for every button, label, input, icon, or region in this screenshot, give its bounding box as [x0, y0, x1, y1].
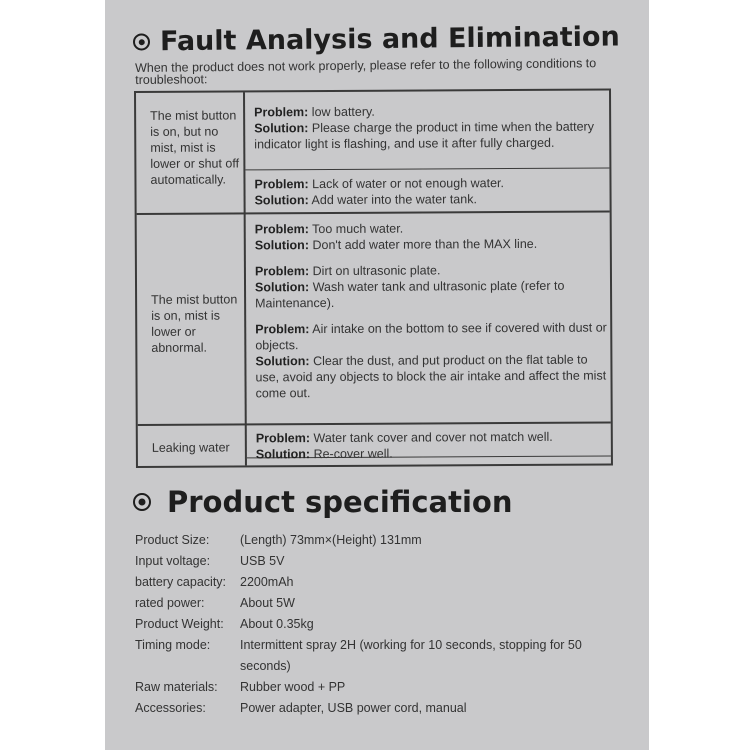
problem-label: Problem: [255, 431, 311, 446]
spec-row [135, 530, 635, 551]
problem-text: Lack of water or not enough water. [312, 176, 504, 192]
solution-label: Solution: [254, 121, 309, 136]
spec-label: Product Size: [135, 533, 210, 547]
fault-title: Fault Analysis and Elimination [159, 21, 620, 58]
spec-value: (Length) 73mm×(Height) 131mm [240, 533, 422, 547]
bullet-icon [133, 33, 150, 50]
spec-row [135, 572, 635, 593]
solution-label: Solution: [254, 238, 310, 253]
spec-row [135, 551, 635, 572]
problem-label: Problem: [254, 222, 309, 237]
spec-title: Product specification [167, 485, 513, 519]
problem-text: Dirt on ultrasonic plate. [312, 263, 441, 279]
problem-solution-cell [254, 103, 606, 153]
spec-label: battery capacity: [135, 575, 227, 589]
spec-value: USB 5V [240, 554, 285, 568]
spec-value: About 5W [240, 596, 295, 610]
table-divider [137, 211, 610, 215]
spec-section-heading [133, 485, 512, 519]
problem-text: Water tank cover and cover not match well. [313, 429, 553, 446]
solution-text: Please charge the product in time when the battery indicator light is flashing, and use it after fully charged. [254, 119, 594, 152]
spec-value: 2200mAh [240, 575, 294, 589]
solution-text: Re-cover well. [313, 446, 393, 462]
condition-cell: Leaking water [151, 440, 230, 455]
problem-label: Problem: [254, 177, 309, 192]
problem-solution-cell [254, 175, 606, 209]
problem-label: Problem: [255, 322, 310, 337]
condition-cell: The mist button is on, but no mist, mist is lower or shut off automatically. [150, 108, 240, 187]
spec-label: rated power: [135, 596, 205, 610]
solution-text: Add water into the water tank. [311, 192, 477, 208]
condition-cell: The mist button is on, mist is lower or abnormal. [151, 292, 238, 355]
spec-row [135, 677, 635, 698]
spec-row [135, 698, 635, 719]
spec-row [135, 614, 635, 635]
table-divider [245, 168, 609, 171]
spec-value: Intermittent spray 2H (working for 10 seconds, stopping for 50 seconds) [240, 638, 582, 673]
spec-value: Rubber wood + PP [240, 680, 346, 694]
spec-label: Product Weight: [135, 617, 224, 631]
problem-text: Too much water. [312, 221, 404, 237]
spec-label: Raw materials: [135, 680, 218, 694]
spec-value: About 0.35kg [240, 617, 314, 631]
problem-text: Air intake on the bottom to see if covered with dust or objects. [255, 320, 607, 353]
solution-text: Clear the dust, and put product on the flat table to use, avoid any objects to block the air intake and affect the mist come out. [255, 352, 607, 401]
table-divider [138, 422, 611, 426]
spec-row [135, 593, 635, 614]
solution-label: Solution: [254, 193, 309, 208]
spec-value: Power adapter, USB power cord, manual [240, 701, 467, 715]
bullet-icon [133, 493, 151, 511]
problem-text: low battery. [311, 104, 375, 120]
solution-text: Don't add water more than the MAX line. [312, 236, 538, 253]
solution-label: Solution: [255, 354, 310, 369]
manual-page [105, 0, 649, 750]
problem-label: Problem: [254, 105, 309, 120]
spec-label: Input voltage: [135, 554, 211, 568]
problem-solution-cell [255, 220, 608, 402]
problem-label: Problem: [254, 264, 310, 279]
spec-row [135, 635, 635, 677]
solution-label: Solution: [254, 280, 310, 295]
table-divider [243, 92, 247, 465]
troubleshooting-table [134, 89, 613, 468]
solution-text: Wash water tank and ultrasonic plate (refer to Maintenance). [255, 278, 565, 311]
problem-solution-cell [256, 429, 608, 463]
spec-list [135, 530, 635, 719]
fault-section-heading [133, 21, 620, 57]
fault-intro: When the product does not work properly, please refer to the following conditions to troubleshoot: [134, 56, 597, 87]
solution-label: Solution: [255, 447, 311, 462]
spec-label: Timing mode: [135, 638, 211, 652]
spec-label: Accessories: [135, 701, 206, 715]
